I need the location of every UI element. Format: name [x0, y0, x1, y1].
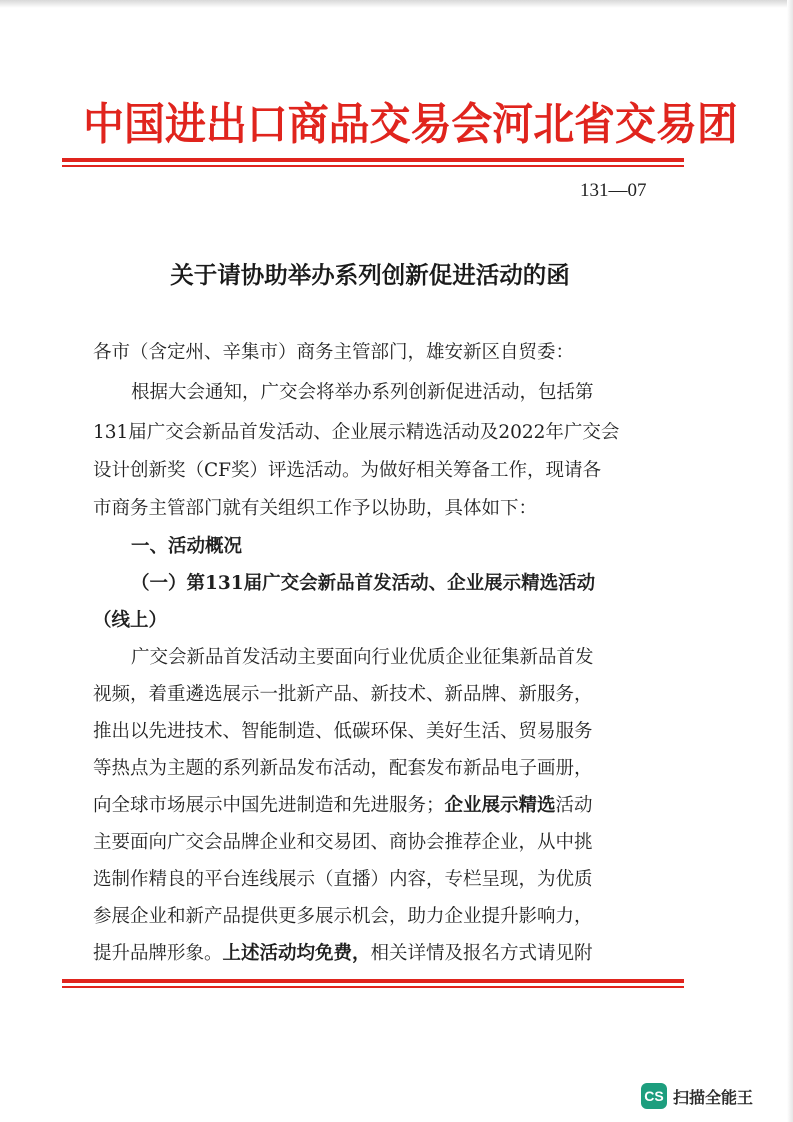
document-number: 131—07: [580, 180, 647, 201]
paragraph-1-line: 131届广交会新品首发活动、企业展示精选活动及2022年广交会: [93, 422, 620, 443]
text-run: 活动: [555, 795, 593, 816]
paragraph-2-line: 主要面向广交会品牌企业和交易团、商协会推荐企业，从中挑: [93, 832, 593, 853]
emphasis-text: 上述活动均免费，: [222, 943, 371, 964]
paragraph-2-line: 广交会新品首发活动主要面向行业优质企业征集新品首发: [131, 647, 594, 668]
watermark-label: 扫描全能王: [673, 1087, 754, 1107]
text-run: 向全球市场展示中国先进制造和先进服务；: [93, 795, 445, 816]
header-red-rule: [62, 158, 684, 167]
paragraph-2-line: 等热点为主题的系列新品发布活动，配套发布新品电子画册，: [93, 758, 593, 779]
paragraph-2-line: 推出以先进技术、智能制造、低碳环保、美好生活、贸易服务: [93, 721, 593, 742]
paragraph-2-line: 参展企业和新产品提供更多展示机会，助力企业提升影响力，: [93, 906, 593, 927]
organization-header: 中国进出口商品交易会河北省交易团: [83, 99, 738, 150]
paragraph-1-line: 设计创新奖（CF奖）评选活动。为做好相关筹备工作，现请各: [93, 460, 601, 481]
scan-edge-shadow: [0, 0, 793, 8]
section-heading: 一、活动概况: [131, 536, 243, 557]
paragraph-2-line: 视频，着重遴选展示一批新产品、新技术、新品牌、新服务，: [93, 684, 593, 705]
camscanner-watermark: [641, 1083, 753, 1109]
paragraph-1-line: 根据大会通知，广交会将举办系列创新促进活动，包括第: [131, 382, 594, 403]
text-run: 提升品牌形象。: [93, 943, 223, 964]
emphasis-text: 企业展示精选: [444, 795, 556, 816]
scan-edge-shadow-right: [787, 0, 793, 1122]
document-title: 关于请协助举办系列创新促进活动的函: [170, 261, 570, 289]
subsection-heading: （一）第131届广交会新品首发活动、企业展示精选活动: [131, 573, 596, 594]
paragraph-2-line: 选制作精良的平台连线展示（直播）内容，专栏呈现，为优质: [93, 869, 593, 890]
text-run: 相关详情及报名方式请见附: [370, 943, 593, 964]
salutation: 各市（含定州、辛集市）商务主管部门，雄安新区自贸委：: [93, 342, 575, 363]
paragraph-2-line: [93, 942, 593, 966]
footer-red-rule: [62, 979, 684, 988]
subsection-heading: （线上）: [93, 610, 168, 631]
camscanner-logo-icon: CS: [641, 1083, 667, 1109]
paragraph-2-line: [93, 794, 593, 818]
paragraph-1-line: 市商务主管部门就有关组织工作予以协助，具体如下：: [93, 498, 538, 519]
